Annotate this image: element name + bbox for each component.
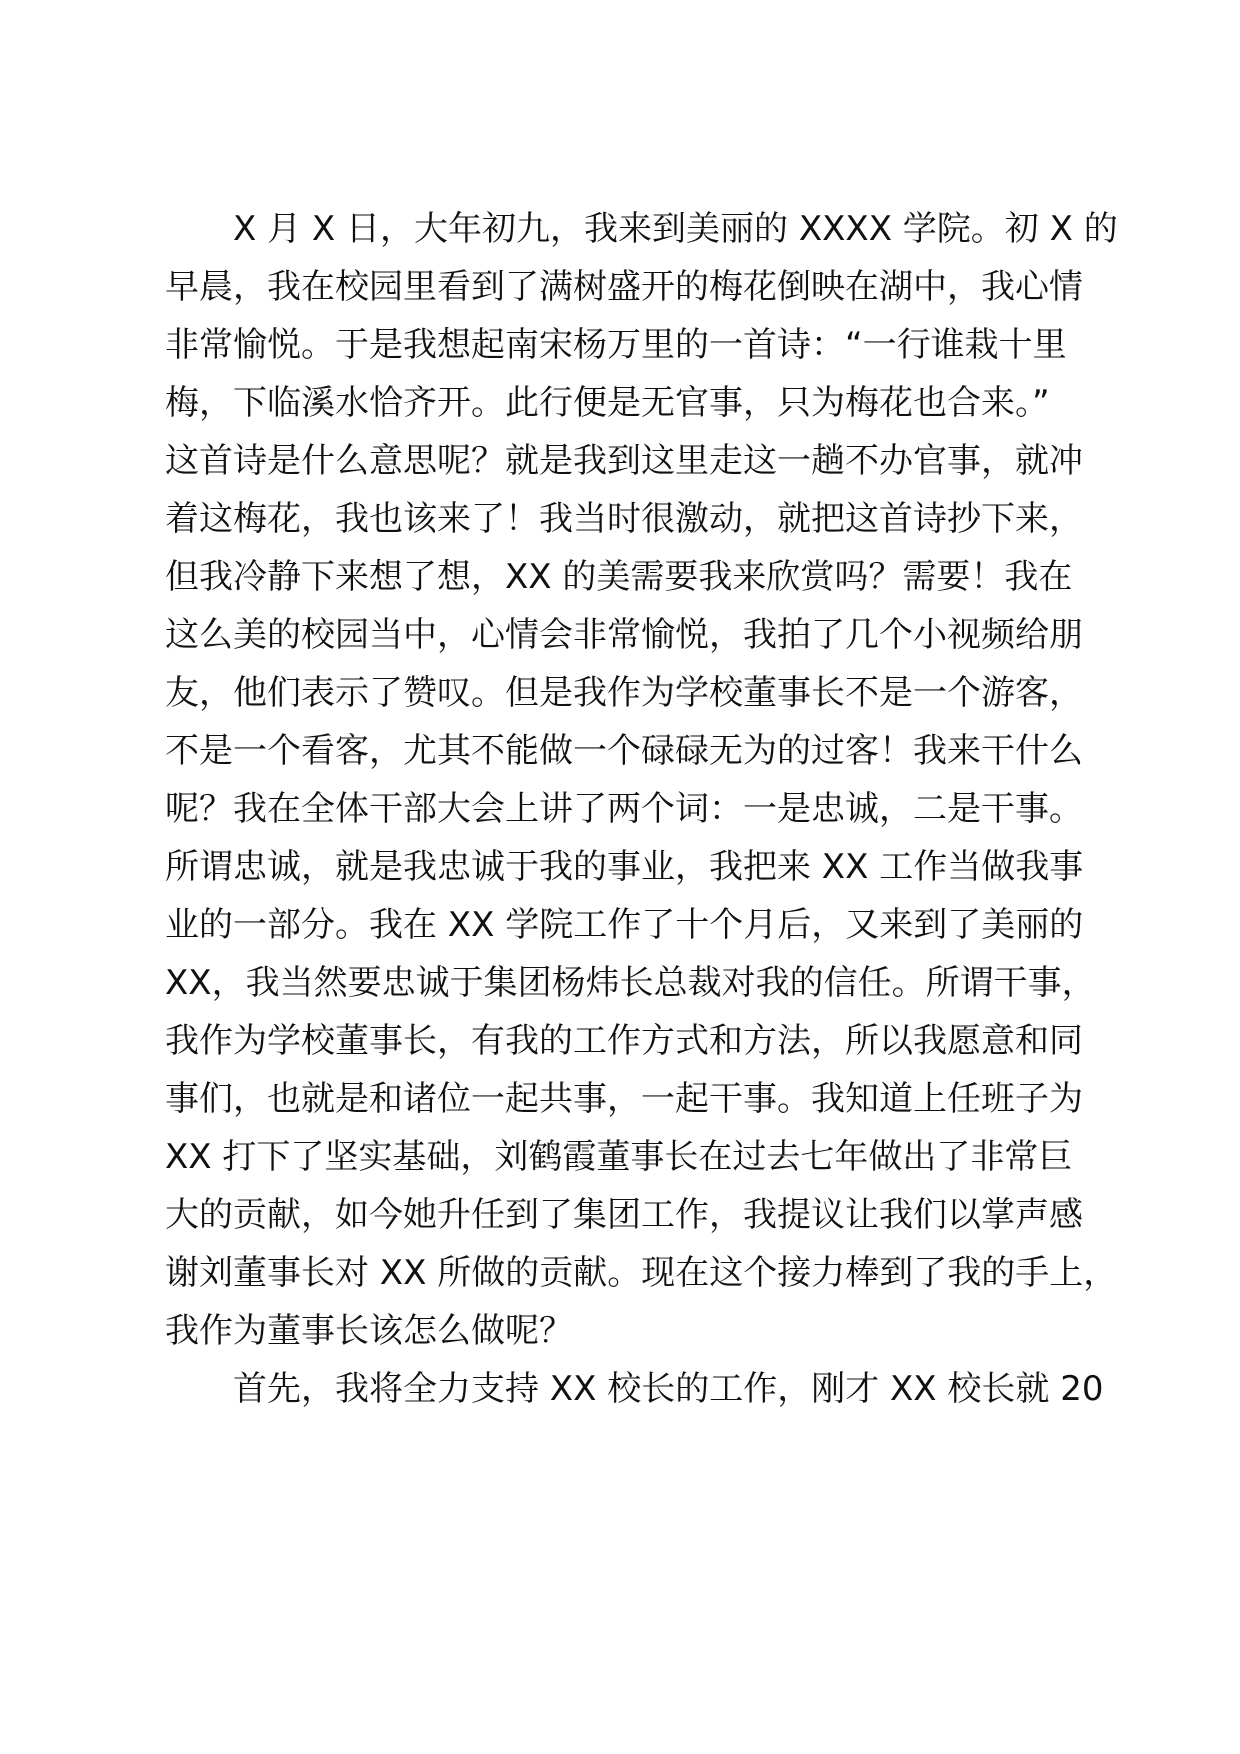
text-line-1: X 月 X 日，大年初九，我来到美丽的 XXXX 学院。初 X 的	[233, 209, 1118, 249]
text-line-13: 业的一部分。我在 XX 学院工作了十个月后，又来到了美丽的	[165, 905, 1084, 945]
text-line-15: 我作为学校董事长，有我的工作方式和方法，所以我愿意和同	[165, 1021, 1083, 1061]
text-line-3: 非常愉悦。于是我想起南宋杨万里的一首诗：“一行谁栽十里	[165, 325, 1067, 365]
text-line-2: 早晨，我在校园里看到了满树盛开的梅花倒映在湖中，我心情	[165, 267, 1083, 307]
text-line-7: 但我冷静下来想了想，XX 的美需要我来欣赏吗？需要！我在	[165, 557, 1073, 597]
text-line-10: 不是一个看客，尤其不能做一个碌碌无为的过客！我来干什么	[165, 731, 1083, 771]
text-line-5: 这首诗是什么意思呢？就是我到这里走这一趟不办官事，就冲	[165, 441, 1083, 481]
text-line-8: 这么美的校园当中，心情会非常愉悦，我拍了几个小视频给朋	[165, 615, 1083, 655]
text-line-19: 谢刘董事长对 XX 所做的贡献。现在这个接力棒到了我的手上，	[165, 1253, 1118, 1293]
text-line-9: 友，他们表示了赞叹。但是我作为学校董事长不是一个游客，	[165, 673, 1083, 713]
text-line-16: 事们，也就是和诸位一起共事，一起干事。我知道上任班子为	[165, 1079, 1083, 1119]
text-line-4: 梅，下临溪水恰齐开。此行便是无官事，只为梅花也合来。”	[165, 383, 1050, 423]
text-line-18: 大的贡献，如今她升任到了集团工作，我提议让我们以掌声感	[165, 1195, 1083, 1235]
text-line-6: 着这梅花，我也该来了！我当时很激动，就把这首诗抄下来，	[165, 499, 1083, 539]
text-line-17: XX 打下了坚实基础，刘鹤霞董事长在过去七年做出了非常巨	[165, 1137, 1073, 1177]
text-line-14: XX，我当然要忠诚于集团杨炜长总裁对我的信任。所谓干事，	[165, 963, 1096, 1003]
text-line-20: 我作为董事长该怎么做呢？	[165, 1311, 573, 1351]
text-line-12: 所谓忠诚，就是我忠诚于我的事业，我把来 XX 工作当做我事	[165, 847, 1084, 887]
text-line-11: 呢？我在全体干部大会上讲了两个词：一是忠诚，二是干事。	[165, 789, 1083, 829]
text-line-21: 首先，我将全力支持 XX 校长的工作，刚才 XX 校长就 20	[233, 1369, 1104, 1409]
